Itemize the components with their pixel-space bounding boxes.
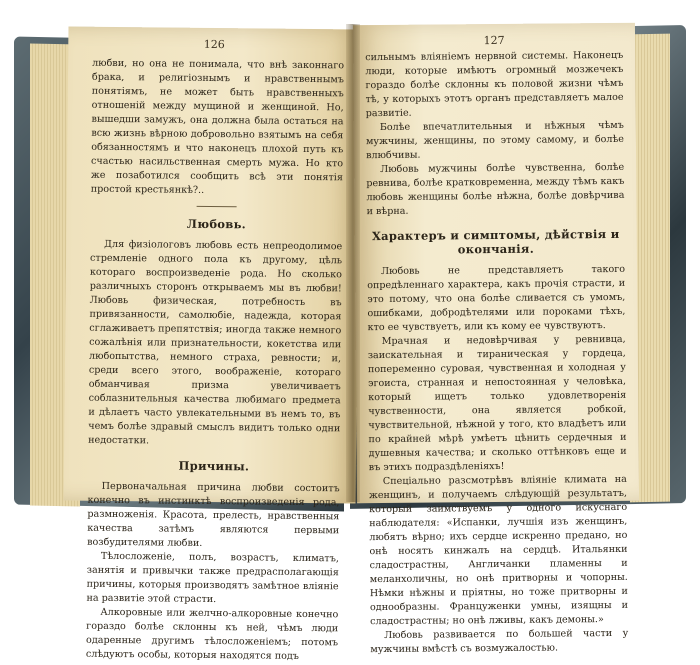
paragraph-causes-2: Тѣлосложеніе, полъ, возрастъ, климатъ, занятія и привычки также предрасполагающія причины, которыя производятъ замѣтное вліяніе на развитіе этой страсти. <box>86 550 339 606</box>
paragraph-men: Любовь мужчины болѣе чувственна, болѣе ревнива, болѣе кратковременна, между тѣмъ какъ любовь женщины болѣе нѣжна, болѣе довѣрчива и вѣрна. <box>366 161 625 218</box>
paragraph-top: любви, но она не понимала, что внѣ законнаго брака, и религіознымъ и нравственнымъ понятіямъ, не может быть нравственныхъ отношеній между мущиной и женщиной. Но, вышедши замужъ, она должна была остаться на всю жизнь вѣрною добровольно взятымъ на себя обязанностямъ и что наконецъ плохой путь къ счастью насильственная смерть мужа. Но кто же позаботился сообщить всѣ эти понятія простой крестьянкѣ?.. <box>90 57 345 196</box>
paragraph-causes-1: Первоначальная причина любви состоитъ конечно въ инстинктѣ воспроизведенія рода, размноженія. Красота, прелесть, нравственныя качества затѣмъ являются первыми возбудителями любви. <box>87 480 340 549</box>
heading-character: Характеръ и симптомы, дѣйствія и окончанія. <box>371 226 620 257</box>
paragraph-climate: Спеціально разсмотрѣвъ вліяніе климата на женщинъ, и получаемъ слѣдующій результатъ, который заимствуемъ у одного искуснаго наблюдателя: «Испанки, лучшія изъ женщинъ, любятъ вѣрно; ихъ сердце искренно предано, но онѣ носятъ кинжалъ на сердцѣ. Итальянки сладострастны, Англичанки пламенны и меланхоличны, но онѣ притворны и чопорны. Нѣмки нѣжны и пріятны, но тоже притворны и однообразны. Француженки умны, изящны и сладострастны; но онѣ лживы, какъ демоны.» <box>368 473 629 628</box>
paragraph-variants: Мрачная и недовѣрчивая у ревнивца, заискательная и тираническая у гордеца, попеременно суровая, чувственная и холодная у эгоиста, странная и непостоянная у человѣка, который ищетъ только удовлетворенія чувственности, она является робкой, чувствительной, нѣжной у того, кто владѣетъ или по крайней мѣрѣ умѣетъ цѣнить сердечныя и душевныя качества; и сколько оттѣнковъ еще и въ этихъ подраздѣленіяхъ! <box>367 333 627 474</box>
heading-love: Любовь. <box>186 216 247 232</box>
right-page <box>353 23 639 656</box>
page-number-left: 126 <box>203 37 225 52</box>
paragraph-love: Для физіологовъ любовь есть непреодолимое стремленіе одного пола къ другому, цѣль котораго воспроизведеніе рода. Но сколько различныхъ сторонъ открываемъ мы въ любви! Любовь физическая, потребность въ привязанности, самолюбіе, надежда, которая сглаживаетъ препятствія; иногда также немного сожалѣнія или признательности, кокетства или любопытства, немного страха, ревности; и, среди всего этого, воображеніе, котораго обманчивая призма увеличиваетъ соблазнительныя качества любимаго предмета и дѣлаетъ часто увлекательными въ немъ то, въ чемъ болѣе здравый смыслъ видитъ только одни недостатки. <box>88 238 343 447</box>
left-page <box>64 26 361 662</box>
paragraph-causes-3: Алкоровные или желчно-алкоровные конечно гораздо болѣе склонны къ ней, чѣмъ люди одаренные другимъ тѣлосложеніемъ; потомъ слѣдуютъ особы, которыя находятся подъ <box>85 606 339 662</box>
paragraph-maturity: Любовь развивается по большей части у мужчины вмѣстѣ съ возмужалостью. <box>370 627 629 656</box>
heading-causes: Причины. <box>178 458 250 474</box>
right-page-content <box>365 49 628 657</box>
page-number-right: 127 <box>483 33 505 48</box>
left-page-content <box>86 57 344 665</box>
paragraph-nervous: сильнымъ вліяніемъ нервной системы. Наконецъ люди, которые имѣютъ огромный мозжечекъ гораздо болѣе склонны къ половой жизни чѣмъ тѣ, у которыхъ этотъ органъ представляетъ малое развитіе. <box>365 49 624 120</box>
paragraph-character: Любовь не представляетъ такого опредѣленнаго характера, какъ прочія страсти, и это потому, что она болѣе сливается съ умомъ, ошибками, добродѣтелями или пороками тѣхъ, кто ее чувствуетъ, или къ кому ее чувствуютъ. <box>367 263 626 334</box>
book-gutter <box>346 24 360 502</box>
section-divider <box>197 206 237 207</box>
paragraph-women: Болѣе впечатлительныя и нѣжныя чѣмъ мужчины, женщины, по этому самому, и болѣе влюбчивы. <box>365 119 624 162</box>
